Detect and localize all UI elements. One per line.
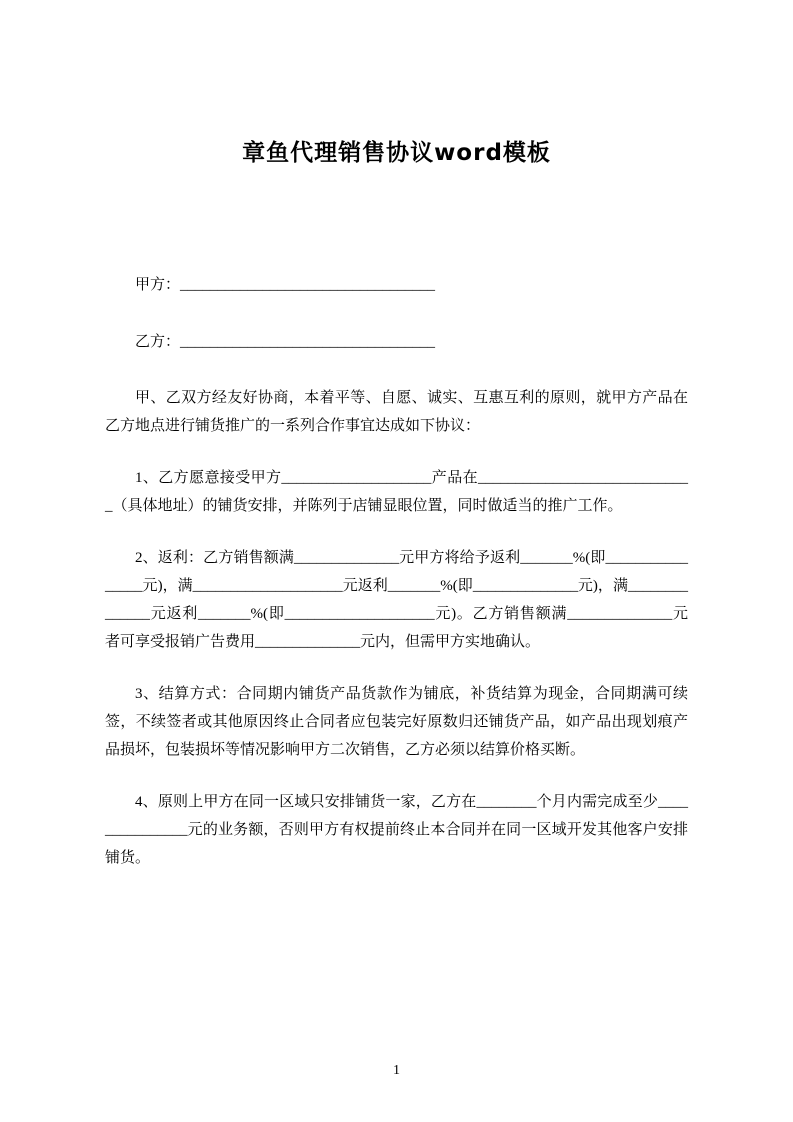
party-a-label: 甲方： (135, 277, 181, 293)
paragraph-clause-2: 2、返利：乙方销售额满______________元甲方将给予返利_______%(即________________元)，满____________________元返利_______%(即______________元)，满______________元返利_______%(即____________________元)。乙方销售额满______________元者可享受报销广告费用______________元内，但需甲方实地确认。 (105, 550, 688, 650)
page-number: 1 (393, 1063, 400, 1078)
document-title: 章鱼代理销售协议word模板 (242, 140, 551, 166)
paragraph-clause-3: 3、结算方式：合同期内铺货产品货款作为铺底，补货结算为现金，合同期满可续签，不续签者或其他原因终止合同者应包装完好原数归还铺货产品，如产品出现划痕产品损坏，包装损坏等情况影响甲方二次销售，乙方必须以结算价格买断。 (105, 686, 688, 758)
agreement-body (105, 384, 688, 872)
party-b-blank-line: __________________________________ (180, 334, 436, 350)
party-b-label: 乙方： (135, 334, 181, 350)
party-b-row (105, 327, 688, 357)
paragraph-clause-4: 4、原则上甲方在同一区域只安排铺货一家，乙方在________个月内需完成至少_______________元的业务额，否则甲方有权提前终止本合同并在同一区域开发其他客户安排铺货。 (105, 794, 688, 866)
paragraph-clause-1: 1、乙方愿意接受甲方____________________产品在_____________________________（具体地址）的铺货安排，并陈列于店铺显眼位置，同时做适当的推广工作。 (105, 470, 688, 514)
party-a-row (105, 270, 688, 300)
party-a-blank-line: __________________________________ (180, 277, 436, 293)
paragraph-preamble: 甲、乙双方经友好协商，本着平等、自愿、诚实、互惠互利的原则，就甲方产品在乙方地点进行铺货推广的一系列合作事宜达成如下协议： (105, 390, 688, 434)
